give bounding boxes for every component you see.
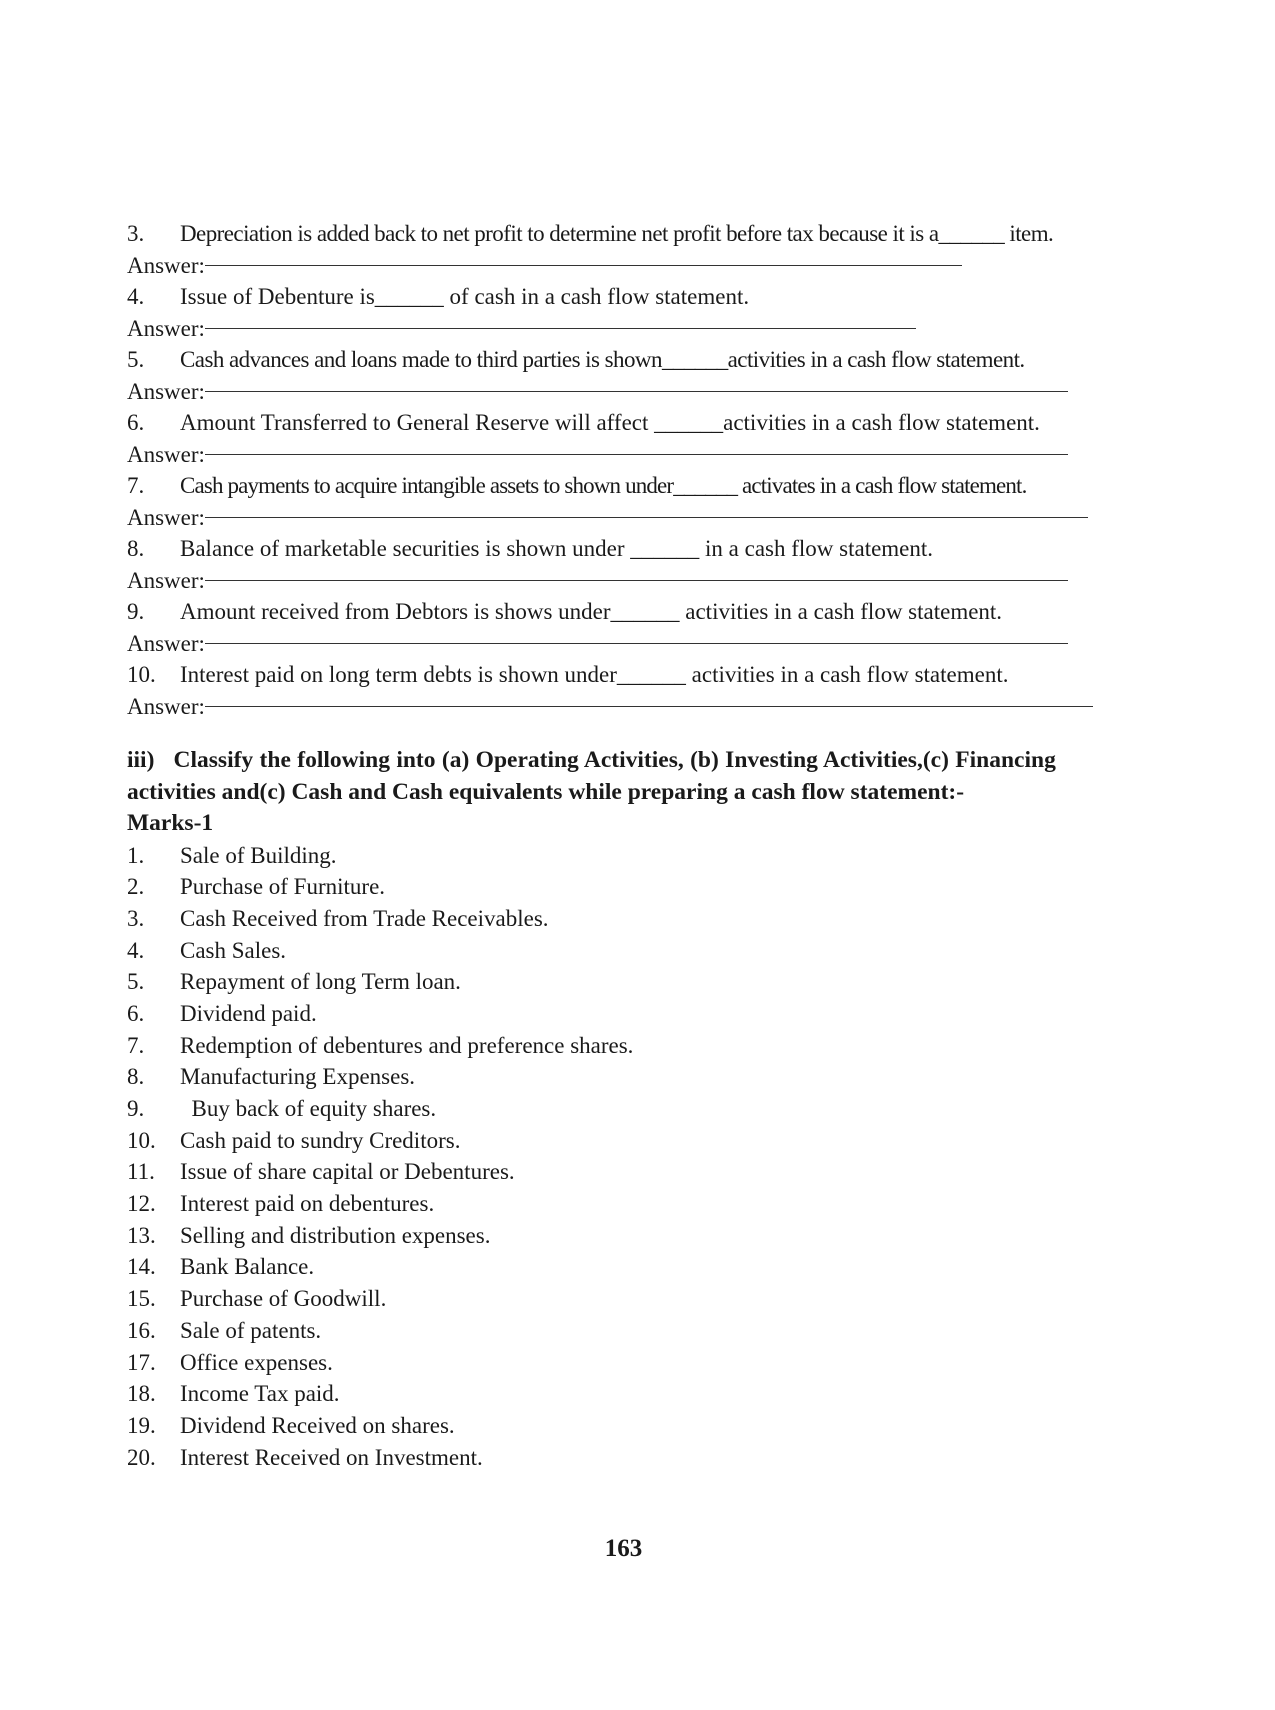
question-text: Cash payments to acquire intangible assets to shown under______ activates in a cash flow statement. bbox=[180, 473, 1027, 498]
item-text: Bank Balance. bbox=[180, 1254, 315, 1280]
list-item bbox=[127, 1347, 1127, 1379]
item-text: Interest Received on Investment. bbox=[180, 1444, 483, 1470]
list-item bbox=[127, 1283, 1127, 1315]
item-number: 7. bbox=[127, 1032, 145, 1058]
item-number: 1. bbox=[127, 842, 145, 868]
item-number: 14. bbox=[127, 1254, 156, 1280]
item-text: Income Tax paid. bbox=[180, 1381, 340, 1407]
item-number: 9. bbox=[127, 1096, 145, 1121]
item-number: 19. bbox=[127, 1412, 156, 1438]
list-item bbox=[127, 1442, 1127, 1474]
item-number: 20. bbox=[127, 1444, 156, 1470]
question-9 bbox=[127, 596, 1127, 628]
question-6 bbox=[127, 407, 1127, 439]
item-number: 12. bbox=[127, 1191, 156, 1217]
question-number: 5. bbox=[127, 347, 145, 372]
question-number: 9. bbox=[127, 599, 145, 624]
item-number: 13. bbox=[127, 1222, 156, 1248]
answer-label: Answer: bbox=[127, 567, 205, 593]
question-4 bbox=[127, 281, 1127, 313]
answer-line bbox=[127, 313, 1127, 345]
answer-label: Answer: bbox=[127, 378, 205, 404]
answer-rule bbox=[205, 454, 1068, 455]
question-7 bbox=[127, 470, 1127, 502]
answer-rule bbox=[205, 580, 1068, 581]
answer-line bbox=[127, 628, 1127, 660]
question-text: Balance of marketable securities is shown under ______ in a cash flow statement. bbox=[180, 536, 934, 561]
item-text: Selling and distribution expenses. bbox=[180, 1222, 491, 1248]
answer-line bbox=[127, 565, 1127, 597]
question-number: 7. bbox=[127, 473, 145, 498]
answer-rule bbox=[205, 265, 962, 266]
section-heading-line-2: activities and(c) Cash and Cash equivalents while preparing a cash flow statement:- bbox=[127, 778, 965, 805]
list-item bbox=[127, 1125, 1127, 1157]
question-5 bbox=[127, 344, 1127, 376]
answer-label: Answer: bbox=[127, 504, 205, 530]
question-10 bbox=[127, 659, 1127, 691]
list-item bbox=[127, 1030, 1127, 1062]
list-item bbox=[127, 998, 1127, 1030]
answer-rule bbox=[205, 706, 1093, 707]
answer-label: Answer: bbox=[127, 252, 205, 278]
item-number: 6. bbox=[127, 1000, 145, 1026]
answer-line bbox=[127, 502, 1127, 534]
list-item bbox=[127, 1315, 1127, 1347]
question-number: 3. bbox=[127, 221, 145, 246]
question-text: Amount received from Debtors is shows under______ activities in a cash flow statement. bbox=[180, 599, 1003, 624]
item-text: Sale of Building. bbox=[180, 842, 337, 868]
item-number: 10. bbox=[127, 1127, 156, 1153]
section-heading-line-1: iii) Classify the following into (a) Operating Activities, (b) Investing Activities,(c) Financing bbox=[127, 747, 1056, 773]
item-number: 5. bbox=[127, 969, 145, 995]
list-item bbox=[127, 1156, 1127, 1188]
list-item bbox=[127, 1188, 1127, 1220]
section-heading bbox=[127, 745, 1127, 840]
item-text: Dividend Received on shares. bbox=[180, 1412, 455, 1438]
item-number: 18. bbox=[127, 1381, 156, 1407]
question-number: 8. bbox=[127, 536, 145, 561]
item-number: 8. bbox=[127, 1064, 145, 1090]
answer-line bbox=[127, 691, 1127, 723]
list-item bbox=[127, 1410, 1127, 1442]
list-item bbox=[127, 966, 1127, 998]
item-text: Dividend paid. bbox=[180, 1000, 317, 1026]
question-number: 4. bbox=[127, 284, 145, 309]
question-text: Amount Transferred to General Reserve will affect ______activities in a cash flow statement. bbox=[180, 410, 1040, 435]
item-number: 17. bbox=[127, 1349, 156, 1375]
item-number: 16. bbox=[127, 1317, 156, 1343]
answer-line bbox=[127, 376, 1127, 408]
item-text: Repayment of long Term loan. bbox=[180, 969, 461, 995]
question-8 bbox=[127, 533, 1127, 565]
question-text: Issue of Debenture is______ of cash in a cash flow statement. bbox=[180, 284, 750, 309]
list-item bbox=[127, 1093, 1127, 1125]
item-text: Cash paid to sundry Creditors. bbox=[180, 1127, 461, 1153]
question-text: Depreciation is added back to net profit to determine net profit before tax because it is a______ item. bbox=[180, 221, 1054, 246]
answer-line bbox=[127, 439, 1127, 471]
item-number: 15. bbox=[127, 1286, 156, 1312]
item-text: Purchase of Goodwill. bbox=[180, 1286, 387, 1312]
item-text: Purchase of Furniture. bbox=[180, 874, 386, 900]
item-number: 11. bbox=[127, 1159, 155, 1185]
answer-rule bbox=[205, 517, 1088, 518]
answer-label: Answer: bbox=[127, 693, 205, 719]
section-marks: Marks-1 bbox=[127, 810, 214, 836]
item-number: 3. bbox=[127, 905, 145, 931]
question-text: Cash advances and loans made to third parties is shown______activities in a cash flow statement. bbox=[180, 347, 1025, 372]
question-number: 6. bbox=[127, 410, 145, 435]
list-item bbox=[127, 903, 1127, 935]
item-text: Interest paid on debentures. bbox=[180, 1191, 435, 1217]
item-number: 2. bbox=[127, 874, 145, 900]
list-item bbox=[127, 1378, 1127, 1410]
document-page bbox=[127, 218, 1127, 1473]
item-text: Sale of patents. bbox=[180, 1317, 322, 1343]
fill-in-questions bbox=[127, 218, 1127, 722]
list-item bbox=[127, 871, 1127, 903]
list-item bbox=[127, 1251, 1127, 1283]
list-item bbox=[127, 935, 1127, 967]
list-item bbox=[127, 1061, 1127, 1093]
question-3 bbox=[127, 218, 1127, 250]
question-number: 10. bbox=[127, 662, 156, 687]
answer-rule bbox=[205, 391, 1068, 392]
item-text: Manufacturing Expenses. bbox=[180, 1064, 416, 1090]
classify-list bbox=[127, 840, 1127, 1474]
answer-rule bbox=[205, 643, 1068, 644]
answer-rule bbox=[205, 328, 916, 329]
item-text: Cash Sales. bbox=[180, 937, 287, 963]
item-text: Office expenses. bbox=[180, 1349, 333, 1375]
answer-label: Answer: bbox=[127, 315, 205, 341]
item-text: Cash Received from Trade Receivables. bbox=[180, 905, 549, 931]
answer-label: Answer: bbox=[127, 441, 205, 467]
item-text: Redemption of debentures and preference shares. bbox=[180, 1032, 634, 1058]
answer-line bbox=[127, 250, 1127, 282]
answer-label: Answer: bbox=[127, 630, 205, 656]
list-item bbox=[127, 840, 1127, 872]
page-number: 163 bbox=[604, 1535, 643, 1562]
item-text: Issue of share capital or Debentures. bbox=[180, 1159, 515, 1185]
question-text: Interest paid on long term debts is shown under______ activities in a cash flow statement. bbox=[180, 662, 1009, 687]
item-text: Buy back of equity shares. bbox=[180, 1096, 437, 1121]
list-item bbox=[127, 1220, 1127, 1252]
item-number: 4. bbox=[127, 937, 145, 963]
